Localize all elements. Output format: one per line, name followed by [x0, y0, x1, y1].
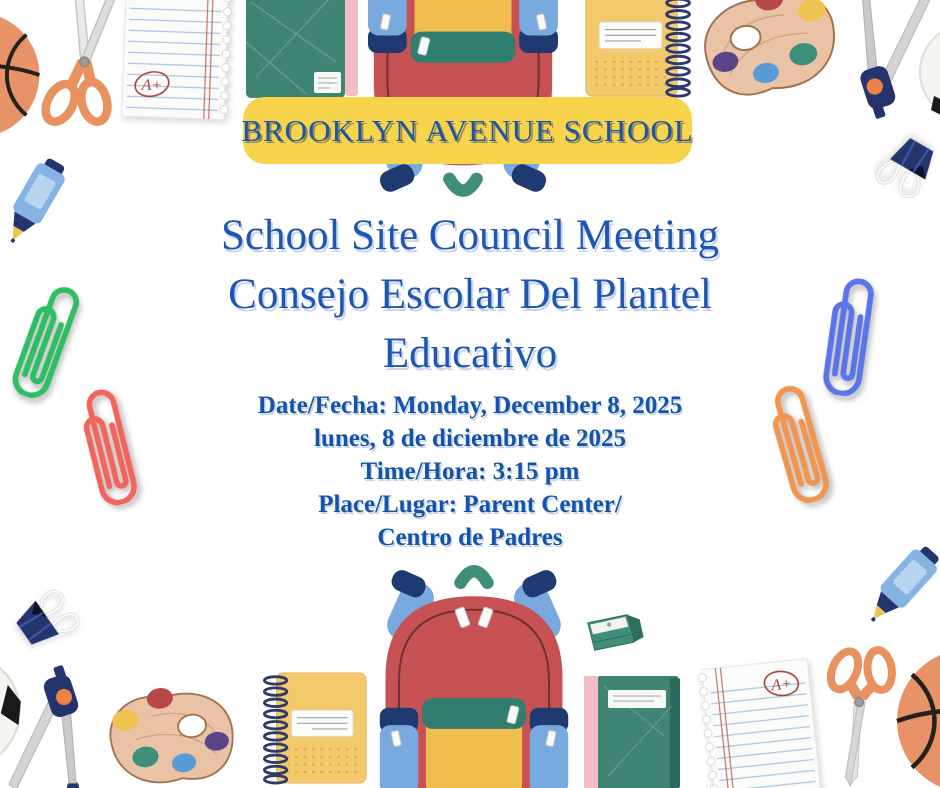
detail-time: Time/Hora: 3:15 pm [360, 458, 580, 485]
pencil-sharpener-icon [583, 607, 649, 659]
grade-mark-text: A+ [770, 675, 793, 695]
grade-mark-text: A+ [141, 76, 163, 95]
school-name-banner [243, 97, 692, 164]
detail-date-english: Date/Fecha: Monday, December 8, 2025 [257, 392, 683, 419]
basketball-bottom-icon [894, 646, 940, 788]
title-line-spanish-2: Educativo [382, 330, 558, 377]
title-line-english: School Site Council Meeting [220, 212, 720, 259]
yellow-spiral-notebook-bottom-icon [256, 666, 368, 788]
school-name: BROOKLYN AVENUE SCHOOL [241, 112, 694, 148]
lined-paper-bottom-icon [694, 658, 825, 788]
green-notebook-icon [246, 0, 358, 98]
detail-place: Place/Lugar: Parent Center/ [318, 491, 622, 518]
soccer-ball-top-icon [918, 22, 940, 122]
drawing-compass-bottom-icon [4, 664, 96, 788]
detail-place-spanish: Centro de Padres [377, 524, 563, 551]
binder-clip-top-icon [867, 125, 940, 210]
paint-palette-bottom-icon [91, 672, 255, 788]
title-line-spanish-1: Consejo Escolar Del Plantel [228, 271, 712, 318]
lined-paper-top-icon [120, 0, 237, 122]
page-title [0, 206, 940, 383]
meeting-details [0, 389, 940, 554]
teal-notebook-bottom-icon [584, 676, 688, 788]
detail-date-spanish: lunes, 8 de diciembre de 2025 [313, 425, 627, 452]
binder-clip-bottom-icon [2, 576, 88, 662]
paint-palette-top-icon [679, 0, 859, 117]
backpack-bottom-icon [368, 552, 580, 788]
